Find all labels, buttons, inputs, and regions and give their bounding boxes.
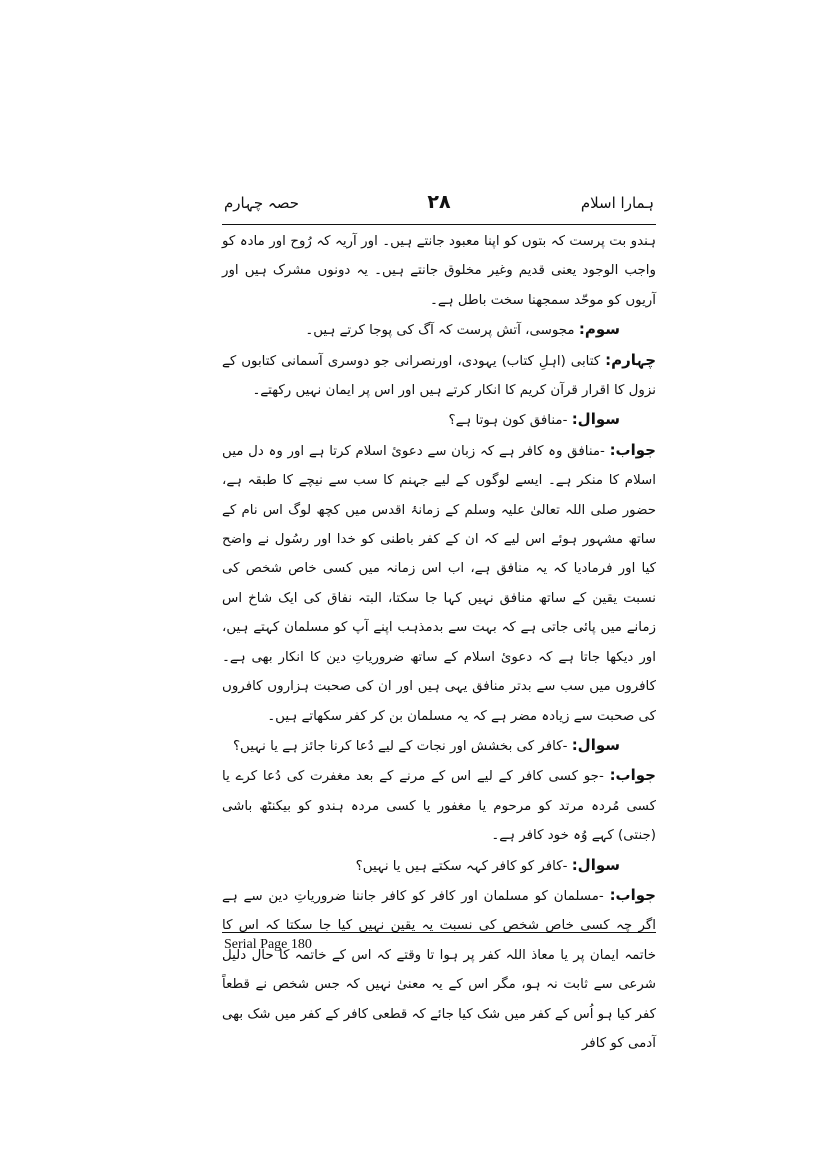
paragraph [222, 226, 656, 315]
question [222, 731, 656, 761]
answer-label: جواب: [609, 766, 656, 785]
question [222, 405, 656, 435]
paragraph-text: کتابی (اہلِ کتاب) یہودی، اورنصرانی جو دوسری آسمانی کتابوں کے نزول کا اقرار قرآن کریم کا انکار کرتے ہیں اور اس پر ایمان نہیں رکھتے۔ [222, 353, 656, 399]
book-title: ہمارا اسلام [580, 194, 654, 212]
question-text: -منافق کون ہوتا ہے؟ [448, 413, 572, 429]
serial-page-footer: Serial Page 180 [224, 937, 312, 952]
question-label: سوال: [571, 410, 620, 429]
answer-label: جواب: [609, 885, 656, 904]
paragraph-text: ہندو بت پرست کہ بتوں کو اپنا معبود جانتے ہیں۔ اور آریہ کہ رُوح اور مادہ کو واجب الوجود یعنی قدیم وغیر مخلوق جانتے ہیں۔ یہ دونوں مشرک ہیں اور آریوں کو موحّد سمجھنا سخت باطل ہے۔ [222, 234, 656, 308]
paragraph [222, 315, 656, 345]
paragraph-text: مجوسی، آتش پرست کہ آگ کی پوجا کرتے ہیں۔ [305, 323, 579, 339]
section-title: حصہ چہارم [224, 194, 299, 212]
answer-label: جواب: [609, 440, 656, 459]
question-label: سوال: [571, 855, 620, 874]
answer [222, 761, 656, 850]
page-number: ۲۸ [427, 191, 451, 213]
question-label: سوال: [571, 735, 620, 754]
question-text: -کافر کو کافر کہہ سکتے ہیں یا نہیں؟ [355, 858, 572, 874]
question [222, 851, 656, 881]
footer-divider [222, 932, 656, 933]
page-header [222, 188, 656, 225]
paragraph [222, 346, 656, 406]
answer-text: -جو کسی کافر کے لیے اس کے مرنے کے بعد مغفرت کی دُعا کرے یا کسی مُردہ مرتد کو مرحوم یا مغفور یا کسی مردہ ہندو کو بیکنٹھ باشی (جنتی) کہے وُہ خود کافر ہے۔ [222, 769, 656, 844]
paragraph-label: چہارم: [605, 350, 656, 369]
answer-text: -مسلمان کو مسلمان اور کافر کو کافر جاننا ضروریاتِ دین سے ہے اگر چہ کسی خاص شخص کی نسبت یہ یقین نہیں کیا جا سکتا کہ اس کا خاتمہ ایمان پر یا معاذ اللہ کفر پر ہوا تا وقتے کہ اس کے خاتمہ کا حال دلیل شرعی سے ثابت نہ ہو، مگر اس کے یہ معنیٰ نہیں کہ جس شخص نے قطعاً کفر کیا ہو اُس کے کفر میں شک کیا جائے کہ قطعی کافر کے کفر میں شک بھی آدمی کو کافر [222, 888, 656, 1051]
page-content [222, 188, 656, 1058]
answer [222, 881, 656, 1058]
answer-text: -منافق وہ کافر ہے کہ زبان سے دعویٔ اسلام کرتا ہے اور وہ دل میں اسلام کا منکر ہے۔ ایسے لوگوں کے لیے جہنم کا سب سے نیچے کا طبقہ ہے، حضور صلی اللہ تعالیٰ علیہ وسلم کے زمانۂ اقدس میں کچھ لوگ اس نام کے ساتھ مشہور ہوئے اس لیے کہ ان کے کفر باطنی کو خدا اور رسُول نے واضح کیا اور فرمادیا کہ یہ منافق ہے، اب اس زمانہ میں کسی خاص شخص کی نسبت یقین کے ساتھ منافق نہیں کہا جا سکتا، البتہ نفاق کی ایک شاخ اس زمانے میں پائی جاتی ہے کہ بہت سے بدمذہب اپنے آپ کو مسلمان کہتے ہیں، اور دیکھا جاتا ہے کہ دعویٔ اسلام کے ساتھ ضروریاتِ دین کا انکار بھی ہے۔ کافروں میں سب سے بدتر منافق یہی ہیں اور ان کی صحبت ہزاروں کافروں کی صحبت سے زیادہ مضر ہے کہ یہ مسلمان بن کر کفر سکھاتے ہیں۔ [222, 443, 656, 724]
answer [222, 436, 656, 731]
paragraph-label: سوم: [578, 320, 620, 339]
body-text [222, 226, 656, 1058]
question-text: -کافر کی بخشش اور نجات کے لیے دُعا کرنا جائز ہے یا نہیں؟ [232, 738, 572, 754]
